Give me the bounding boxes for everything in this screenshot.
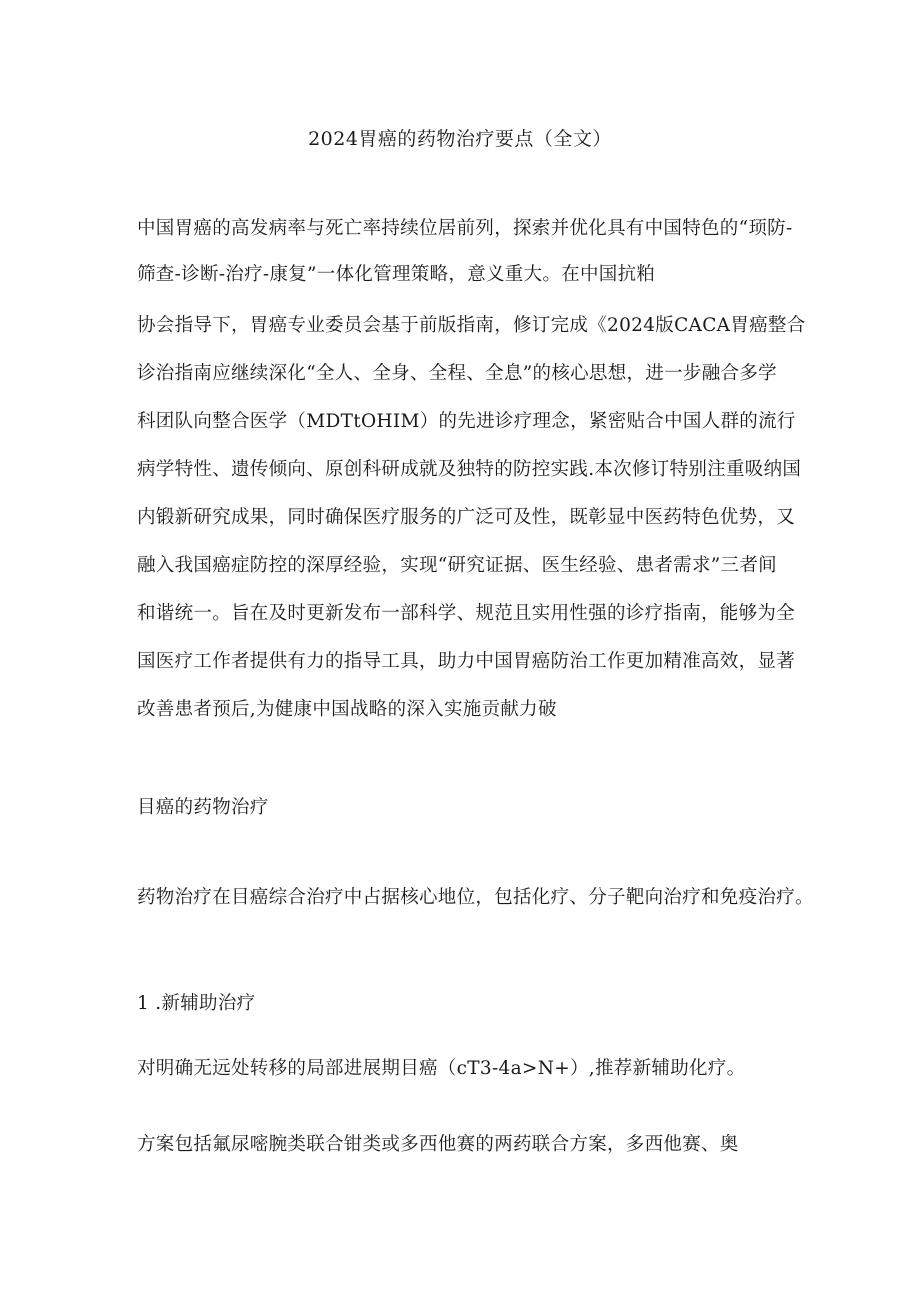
intro-line: 科团队向整合医学（MDTtOHIM）的先进诊疗理念，紧密贴合中国人群的流行 [137, 411, 796, 432]
intro-line: 协会指导下，胃癌专业委员会基于前版指南，修订完成《2024版CACA胃癌整合 [137, 315, 806, 336]
subsection-heading: 1 .新辅助治疗 [137, 993, 256, 1014]
section-heading: 目癌的药物治疗 [137, 797, 269, 818]
regimen-text: 方案包括氟尿嘧腕类联合钳类或多西他赛的两药联合方案，多西他赛、奥 [137, 1134, 739, 1155]
intro-line: 国医疗工作者提供有力的指导工具，助力中国胃癌防治工作更加精准高效，显著 [137, 651, 796, 672]
intro-line: 和谐统一。旨在及时更新发布一部科学、规范且实用性强的诊疗指南，能够为全 [137, 603, 796, 624]
intro-line: 筛查-诊断-治疗-康复”一体化管理策略，意义重大。在中国抗粕 [137, 264, 656, 285]
intro-line: 中国胃癌的高发病率与死亡率持续位居前列，探索并优化具有中国特色的“顼防- [137, 218, 793, 239]
subsection-text: 对明确无远处转移的局部进展期目癌（cT3-4a>N+）,推荐新辅助化疗。 [137, 1058, 746, 1079]
document-title: 2024胃癌的药物治疗要点（全文） [308, 128, 612, 150]
intro-line: 病学特性、遗传倾向、原创科研成就及独特的防控实践.本次修订特别注重吸纳国 [137, 459, 802, 480]
section-text: 药物治疗在目癌综合治疗中占据核心地位，包括化疗、分子靶向治疗和免疫治疗。 [137, 887, 814, 908]
intro-line: 改善患者预后,为健康中国战略的深入实施贡献力破 [137, 699, 557, 720]
intro-line: 内锻新研究成果，同时确保医疗服务的广泛可及性，既彰显中医药特色优势，又 [137, 507, 796, 528]
intro-line: 融入我国癌症防控的深厚经验，实现“研究证据、医生经验、患者需求”三者间 [137, 555, 777, 576]
intro-line: 诊治指南应继续深化“全人、全身、全程、全息”的核心思想，进一步融合多学 [137, 363, 777, 384]
